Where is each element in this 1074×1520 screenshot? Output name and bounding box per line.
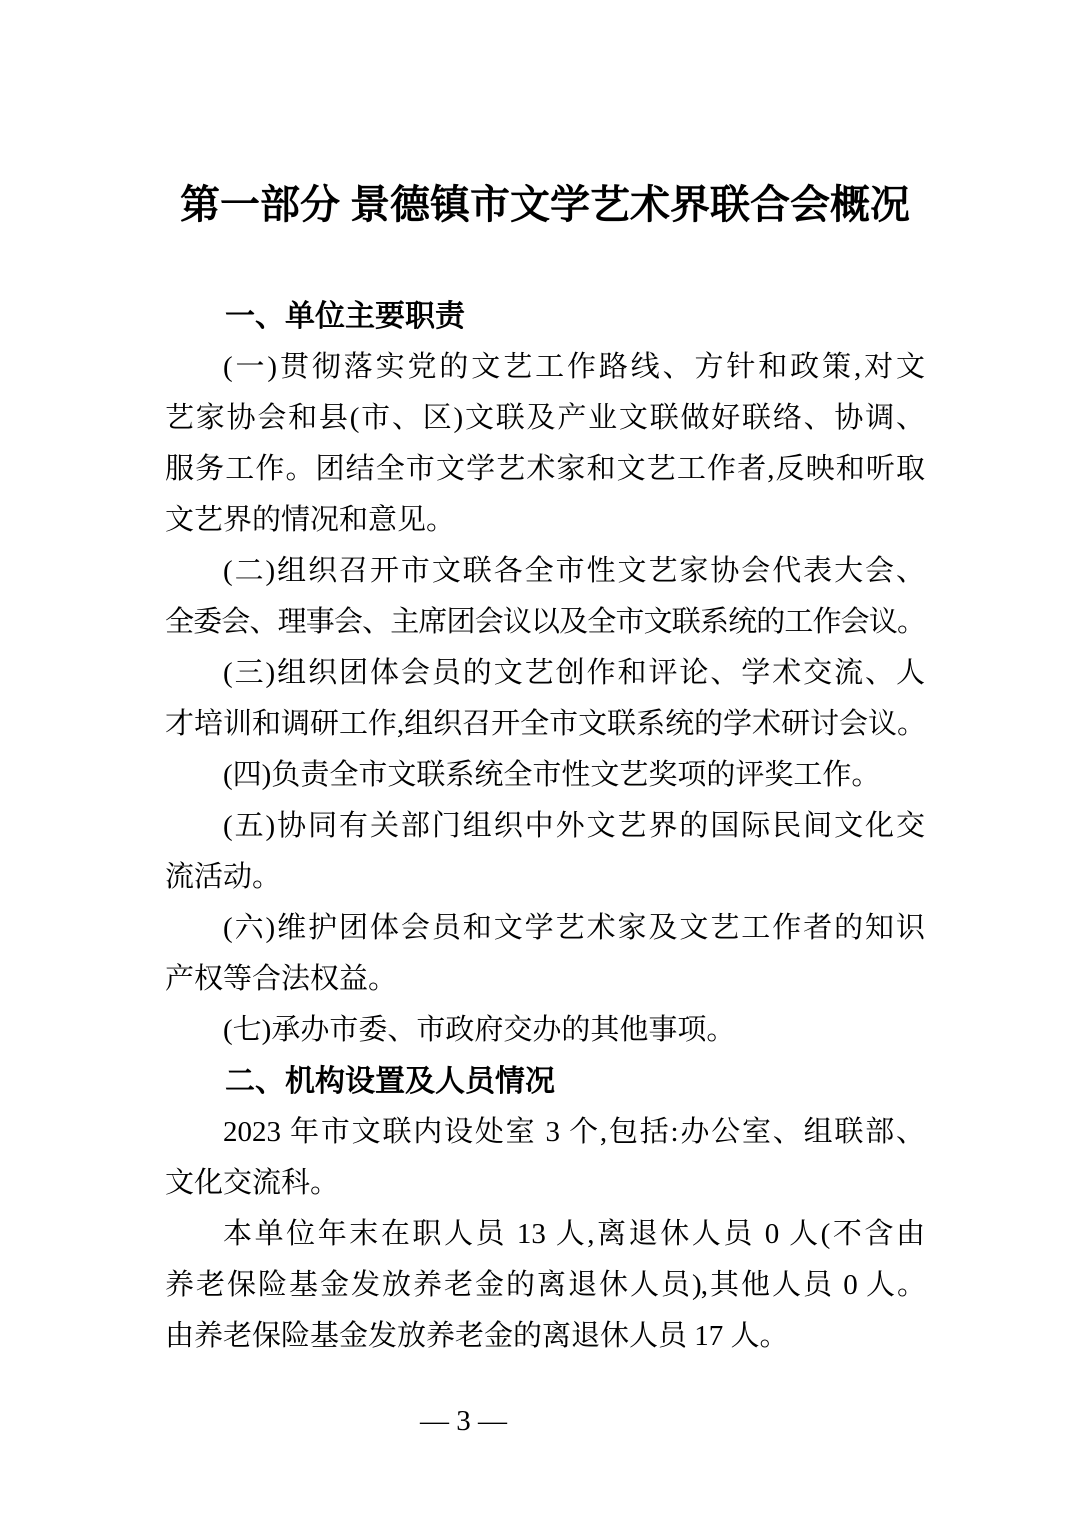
- text-line: (三)组织团体会员的文艺创作和评论、学术交流、人: [223, 657, 925, 689]
- page-number: — 3 —: [420, 1405, 507, 1437]
- document-text-block: [165, 0, 925, 1362]
- text-line: 才培训和调研工作,组织召开全市文联系统的学术研讨会议。: [165, 708, 925, 740]
- text-line: (六)维护团体会员和文学艺术家及文艺工作者的知识: [223, 912, 925, 944]
- text-line: 流活动。: [165, 861, 282, 893]
- document-title: 第一部分 景德镇市文学艺术界联合会概况: [180, 182, 910, 227]
- section-heading: 一、单位主要职责: [225, 300, 465, 333]
- text-line: 服务工作。团结全市文学艺术家和文艺工作者,反映和听取: [165, 453, 925, 485]
- text-line: (五)协同有关部门组织中外文艺界的国际民间文化交: [223, 810, 925, 842]
- text-line: (七)承办市委、市政府交办的其他事项。: [223, 1014, 736, 1046]
- text-line: (一)贯彻落实党的文艺工作路线、方针和政策,对文: [223, 351, 925, 383]
- section-heading: 二、机构设置及人员情况: [225, 1065, 555, 1098]
- text-line: 文艺界的情况和意见。: [165, 504, 456, 536]
- text-line: 全委会、理事会、主席团会议以及全市文联系统的工作会议。: [165, 606, 925, 638]
- text-line: 养老保险基金发放养老金的离退休人员),其他人员 0 人。: [165, 1269, 925, 1301]
- text-line: (四)负责全市文联系统全市性文艺奖项的评奖工作。: [223, 759, 881, 791]
- text-line: 艺家协会和县(市、区)文联及产业文联做好联络、协调、: [165, 402, 925, 434]
- text-line: 2023 年市文联内设处室 3 个,包括:办公室、组联部、: [223, 1116, 925, 1148]
- text-line: 由养老保险基金发放养老金的离退休人员 17 人。: [165, 1320, 789, 1352]
- text-line: 本单位年末在职人员 13 人,离退休人员 0 人(不含由: [223, 1218, 925, 1250]
- text-line: (二)组织召开市文联各全市性文艺家协会代表大会、: [223, 555, 925, 587]
- text-line: 文化交流科。: [165, 1167, 340, 1199]
- text-line: 产权等合法权益。: [165, 963, 398, 995]
- document-body: [165, 291, 925, 1362]
